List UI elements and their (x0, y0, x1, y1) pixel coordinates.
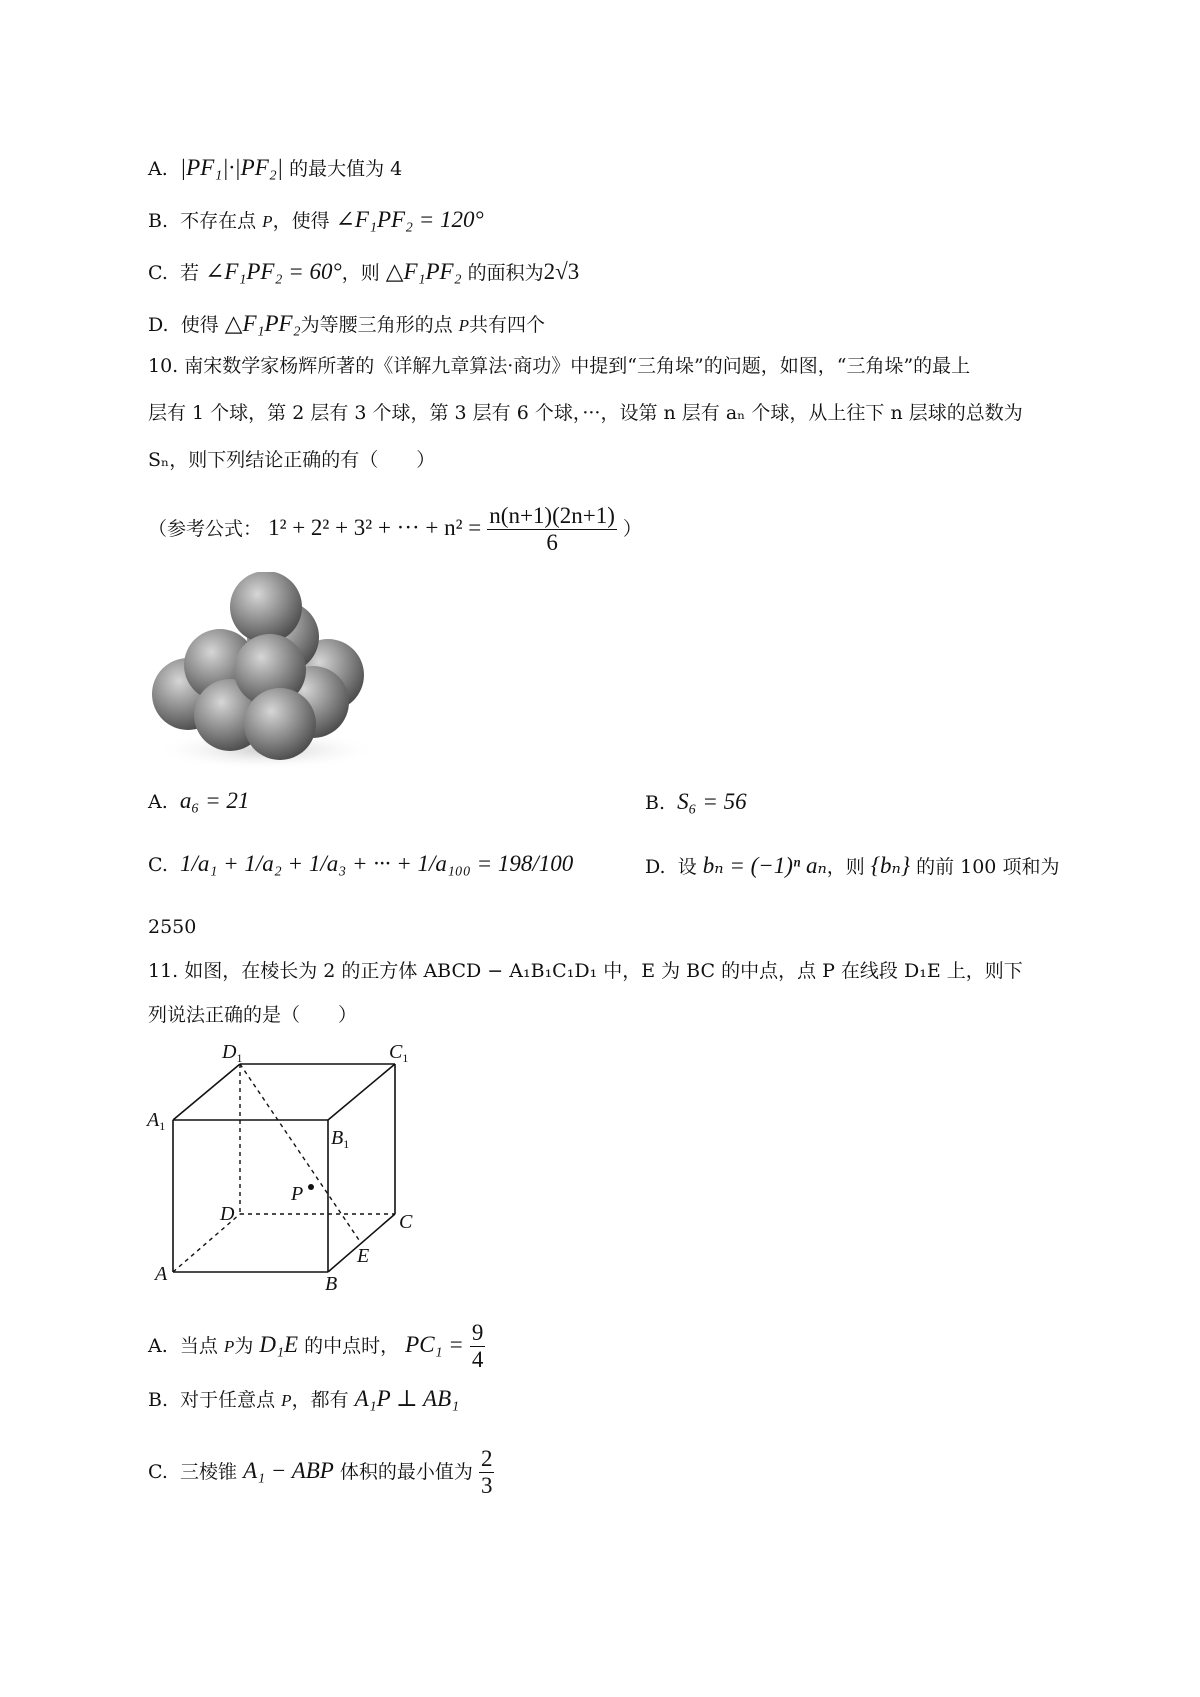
sphere (244, 688, 316, 760)
q9-option-b: B. 不存在点 P，使得 ∠F₁PF₂ = 120° (148, 207, 484, 232)
fraction-9-4: $\frac{9}{4}$ (471, 1320, 484, 1373)
q11-option-b: B. 对于任意点 P，都有 A₁P ⊥ AB₁ (148, 1386, 460, 1411)
q10-stem-line1: 10. 南宋数学家杨辉所著的《详解九章算法·商功》中提到“三角垛”的问题，如图，“三角垛”的最上 (148, 355, 971, 377)
point-p (308, 1184, 314, 1190)
q9-option-a: A. |PF₁|·|PF₂| 的最大值为 4 (148, 155, 403, 180)
triangular-pile-figure (148, 572, 388, 772)
label-c: C (399, 1211, 413, 1233)
q10-stem-line2: 层有 1 个球，第 2 层有 3 个球，第 3 层有 6 个球，···，设第 n 层有 aₙ 个球，从上往下 n 层球的总数为 (148, 402, 1023, 424)
formula-fraction: $\frac{n(n+1)(2n+1)}{6}$ (489, 503, 615, 556)
q10-stem-line3: Sₙ，则下列结论正确的有（ ） (148, 449, 436, 471)
q10-option-d: D. 设 bₙ = (−1)ⁿ aₙ，则 {bₙ} 的前 100 项和为 (645, 853, 1060, 878)
q10-option-c: C. 1/a₁ + 1/a₂ + 1/a₃ + ··· + 1/a₁₀₀ = 198/100 (148, 851, 574, 876)
label-e: E (357, 1245, 370, 1267)
q11-stem-line2: 列说法正确的是（ ） (148, 1004, 358, 1026)
cube-diagram (145, 1040, 425, 1290)
q9-option-c: C. 若 ∠F₁PF₂ = 60°，则 △F₁PF₂ 的面积为2√3 (148, 259, 580, 284)
q10-option-a: A. a₆ = 21 (148, 788, 250, 813)
sphere (230, 572, 302, 643)
q9-b-expr: ∠F₁PF₂ = 120° (335, 207, 484, 232)
label-d: D (220, 1203, 235, 1225)
label-a1: $A_1$ (147, 1109, 166, 1133)
q11-stem-line1: 11. 如图，在棱长为 2 的正方体 ABCD − A₁B₁C₁D₁ 中，E 为 BC 的中点，点 P 在线段 D₁E 上，则下 (148, 960, 1023, 982)
q10-option-d-continuation: 2550 (148, 916, 197, 938)
label-b: B (325, 1273, 338, 1290)
q10-reference-formula: （参考公式： 1² + 2² + 3² + ··· + n² = $\frac{n(n+1)(2n+1)}{6}$ ） (148, 503, 642, 556)
label-a: A (155, 1263, 168, 1285)
q9-a-expr: |PF₁|·|PF₂| (179, 155, 284, 180)
label-p: P (291, 1183, 304, 1205)
fraction-2-3: $\frac{2}{3}$ (480, 1446, 493, 1499)
q11-option-c: C. 三棱锥 A₁ − ABP 体积的最小值为 $\frac{2}{3}$ (148, 1446, 493, 1499)
q10-option-b: B. S₆ = 56 (645, 789, 747, 814)
q11-option-a: A. 当点 P为 D₁E 的中点时， PC₁ = $\frac{9}{4}$ (148, 1320, 484, 1373)
label-b1: $B_1$ (331, 1127, 350, 1151)
label-c1: $C_1$ (389, 1041, 409, 1065)
label-d1: $D_1$ (222, 1041, 243, 1065)
q9-option-d: D. 使得 △F₁PF₂为等腰三角形的点 P共有四个 (148, 311, 546, 336)
